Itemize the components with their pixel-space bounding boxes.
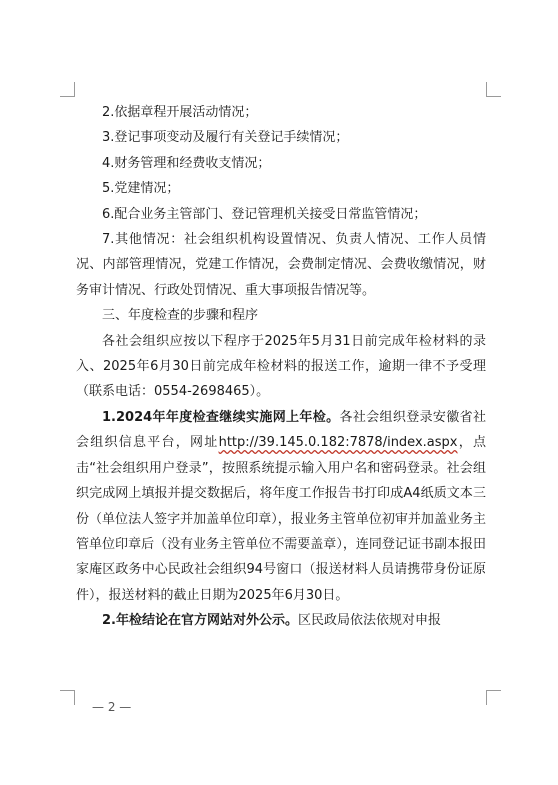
step2-paragraph: [76, 608, 486, 633]
section-heading: 三、年度检查的步骤和程序: [102, 308, 259, 324]
list-item: 5.党建情况；: [102, 181, 180, 197]
step1-title: 1.2024年年度检查继续实施网上年检。: [102, 409, 340, 425]
list-item: 4.财务管理和经费收支情况；: [102, 155, 271, 171]
list-item: 7.其他情况：社会组织机构设置情况、负责人情况、工作人员情况、内部管理情况，党建工作情况，会费制定情况、会费收缴情况，财务审计情况、行政处罚情况、重大事项报告情况等。: [76, 232, 486, 298]
crop-mark-bottom-left: [60, 690, 75, 705]
crop-mark-top-right: [486, 82, 501, 97]
crop-mark-bottom-right: [486, 690, 501, 705]
step1-text-a: 各社会组织登录安徽省社会组织信息平台，网址: [76, 409, 486, 451]
platform-url-link[interactable]: http://39.145.0.182:7878/index.aspx: [218, 435, 458, 451]
list-item: 2.依据章程开展活动情况；: [102, 105, 258, 120]
crop-mark-top-left: [60, 82, 75, 97]
page-number: — 2 —: [92, 700, 132, 714]
list-item: 3.登记事项变动及履行有关登记手续情况；: [102, 130, 349, 146]
step2-title: 2.年检结论在官方网站对外公示。: [102, 613, 298, 629]
list-item: 6.配合业务主管部门、登记管理机关接受日常监管情况；: [102, 206, 427, 222]
document-body: [76, 100, 486, 634]
step1-text-b: ，点击“社会组织用户登录”，按照系统提示输入用户名和密码登录。社会组织完成网上填报并提交数据后，将年度工作报告书打印成A4纸质文本三份（单位法人签字并加盖单位印章），报业务主管单位初审并加盖业务主管单位印章后（没有业务主管单位不需要盖章），连同登记证书副本报田家庵区政务中心民政社会组织94号窗口（报送材料人员请携带身份证原件），报送材料的截止日期为2025年6月30日。: [76, 435, 486, 603]
intro-paragraph: 各社会组织应按以下程序于2025年5月31日前完成年检材料的录入、2025年6月30日前完成年检材料的报送工作，逾期一律不予受理（联系电话：0554-2698465）。: [76, 333, 486, 400]
step2-text: 区民政局依法依规对申报: [297, 613, 441, 629]
step1-paragraph: [76, 405, 486, 608]
